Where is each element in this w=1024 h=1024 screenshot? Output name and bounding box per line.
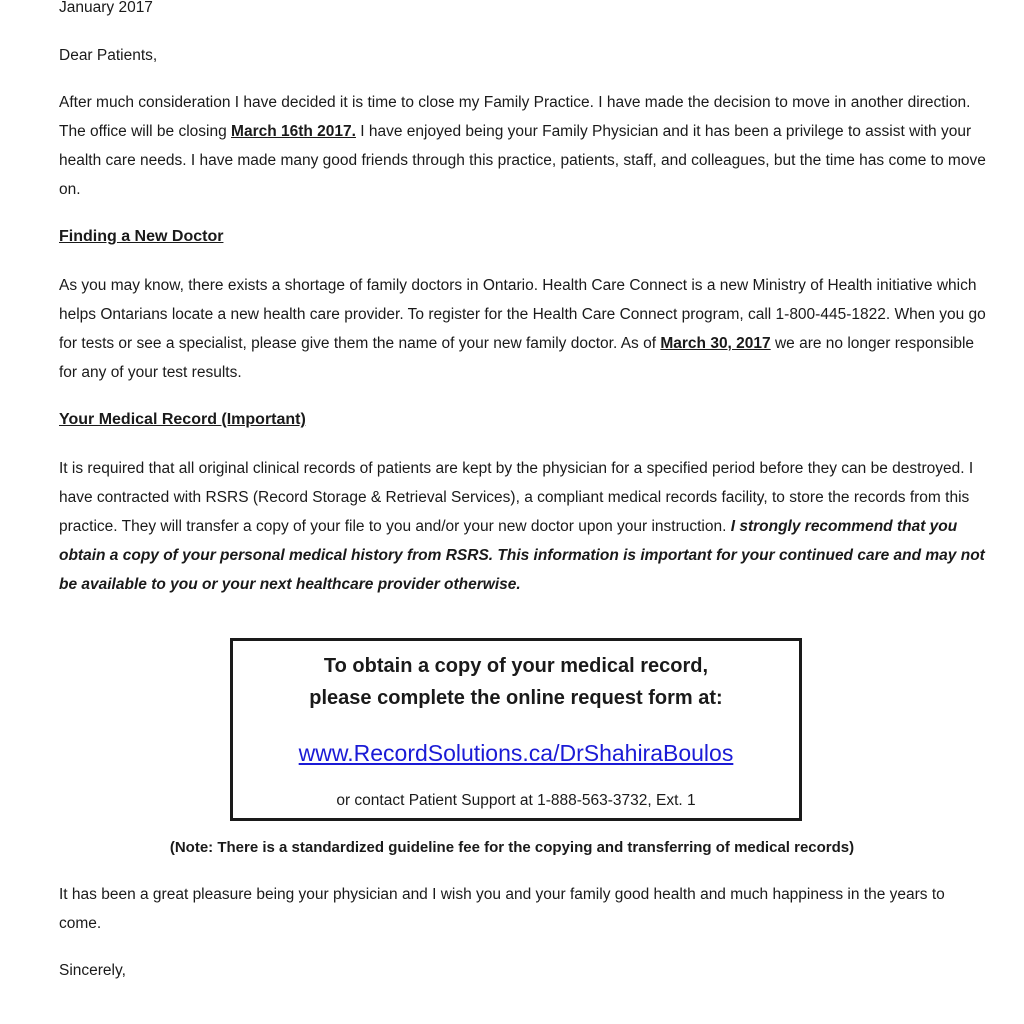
box-heading-line1: To obtain a copy of your medical record,: [323, 655, 709, 677]
responsibility-end-date: March 30, 2017: [660, 335, 771, 352]
letter-date: January 2017: [59, 0, 153, 16]
p2-text-c: we are no longer responsible for any of your test results.: [59, 335, 975, 381]
paragraph-closing-announcement: [59, 88, 989, 204]
paragraph-farewell: It has been a great pleasure being your physician and I wish you and your family good health and much happiness in the years to come.: [59, 886, 945, 932]
heading-finding-new-doctor: Finding a New Doctor: [59, 228, 224, 245]
patient-support-contact: or contact Patient Support at 1-888-563-3732, Ext. 1: [336, 792, 696, 809]
p2-text-a: As you may know, there exists a shortage of family doctors in Ontario. Health Care Connect is a new Ministry of Health initiative which helps Ontarians locate a new health care provider. To register for the Health Care Connect program, call 1-800-445-1822. When you go for tests or see a specialist, please give them the name of your new family doctor. As of: [59, 277, 986, 352]
paragraph-medical-record: [59, 454, 989, 599]
heading-medical-record: Your Medical Record (Important): [59, 411, 306, 428]
salutation: Dear Patients,: [59, 47, 158, 64]
record-request-box: [230, 638, 802, 821]
p3-text-a: It is required that all original clinical records of patients are kept by the physician for a specified period before they can be destroyed. I have contracted with RSRS (Record Storage & Retrieval Services), a compliant medical records facility, to store the records from this practice. They will transfer a copy of your file to you and/or your new doctor upon your instruction.: [59, 460, 974, 535]
box-heading-line2: please complete the online request form at:: [309, 687, 723, 709]
request-form-link[interactable]: www.RecordSolutions.ca/DrShahiraBoulos: [298, 740, 734, 766]
closing-date: March 16th 2017.: [231, 123, 356, 140]
p3-recommendation: I strongly recommend that you obtain a copy of your personal medical history from RSRS. This information is important for your continued care and may not be available to you or your next healthcare provider otherwise.: [59, 518, 985, 593]
p1-text-a: After much consideration I have decided it is time to close my Family Practice. I have made the decision to move in another direction. The office will be closing: [59, 94, 971, 140]
closing-signoff: Sincerely,: [59, 962, 126, 979]
paragraph-finding-doctor: [59, 271, 989, 387]
fee-note: (Note: There is a standardized guideline fee for the copying and transferring of medical records): [169, 839, 855, 856]
p1-text-c: I have enjoyed being your Family Physician and it has been a privilege to assist with your health care needs. I have made many good friends through this practice, patients, staff, and colleagues, but the time has come to move on.: [59, 123, 986, 198]
